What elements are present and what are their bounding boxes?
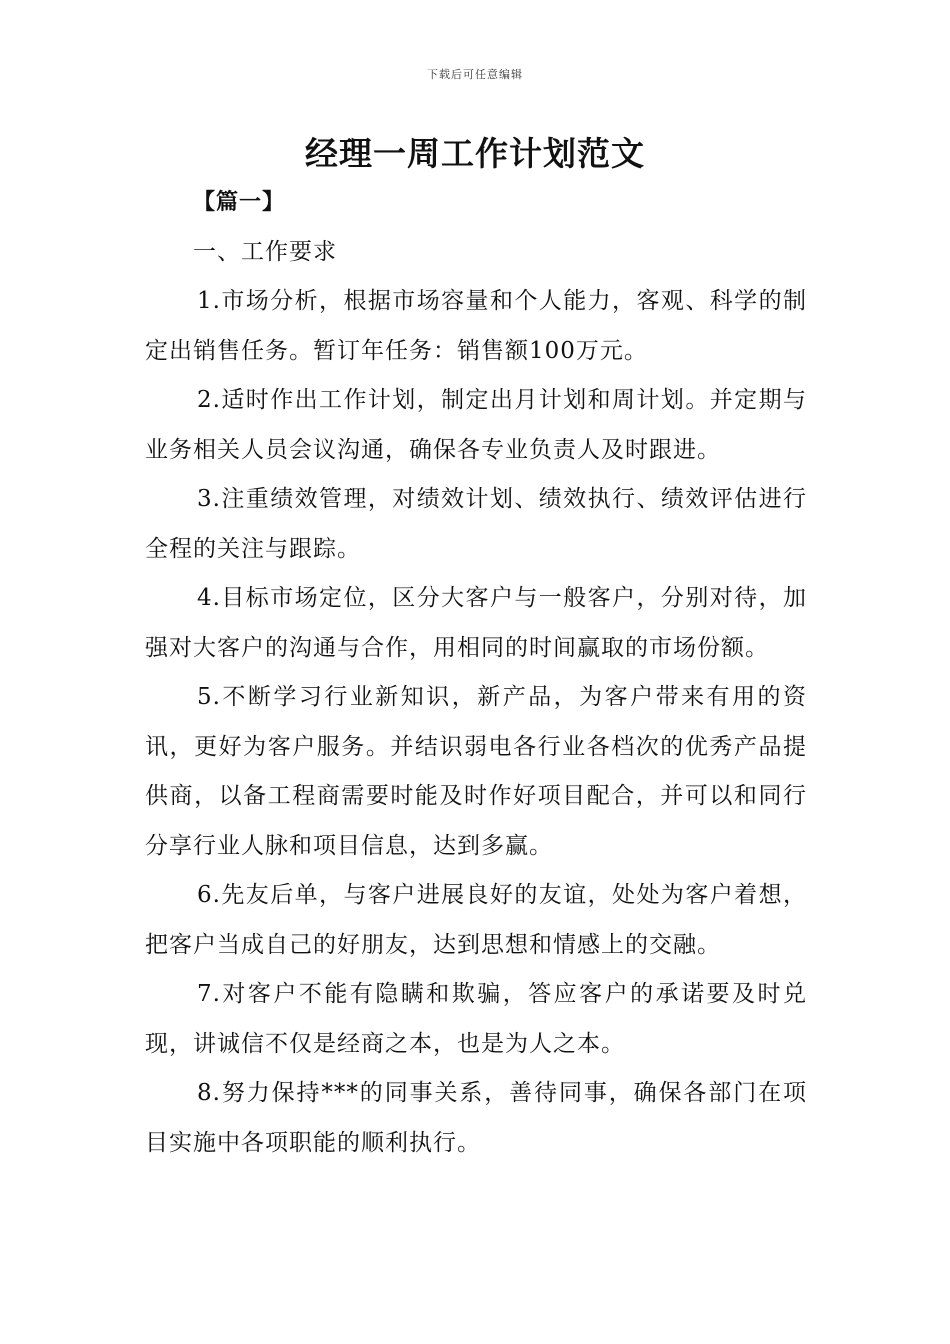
paragraph-6: 6.先友后单，与客户进展良好的友谊，处处为客户着想，把客户当成自己的好朋友，达到思想和情感上的交融。 [145, 882, 807, 958]
paragraph-7: 7.对客户不能有隐瞒和欺骗，答应客户的承诺要及时兑现，讲诚信不仅是经商之本，也是为人之本。 [145, 981, 807, 1057]
document-body [145, 178, 807, 1168]
paragraph-2: 2.适时作出工作计划，制定出月计划和周计划。并定期与业务相关人员会议沟通，确保各专业负责人及时跟进。 [145, 387, 807, 463]
document-title: 经理一周工作计划范文 [305, 134, 645, 173]
paragraph-8: 8.努力保持***的同事关系，善待同事，确保各部门在项目实施中各项职能的顺利执行。 [145, 1080, 807, 1156]
paragraph-3: 3.注重绩效管理，对绩效计划、绩效执行、绩效评估进行全程的关注与跟踪。 [145, 486, 807, 562]
paragraph-1: 1.市场分析，根据市场容量和个人能力，客观、科学的制定出销售任务。暂订年任务：销售额100万元。 [145, 288, 807, 364]
section-label: 【篇一】 [193, 190, 286, 215]
header-note: 下载后可任意编辑 [427, 68, 523, 81]
section-heading: 一、工作要求 [193, 238, 337, 265]
paragraph-5: 5.不断学习行业新知识，新产品，为客户带来有用的资讯，更好为客户服务。并结识弱电各行业各档次的优秀产品提供商，以备工程商需要时能及时作好项目配合，并可以和同行分享行业人脉和项目信息，达到多赢。 [145, 684, 807, 859]
paragraph-4: 4.目标市场定位，区分大客户与一般客户，分别对待，加强对大客户的沟通与合作，用相同的时间赢取的市场份额。 [145, 585, 807, 661]
